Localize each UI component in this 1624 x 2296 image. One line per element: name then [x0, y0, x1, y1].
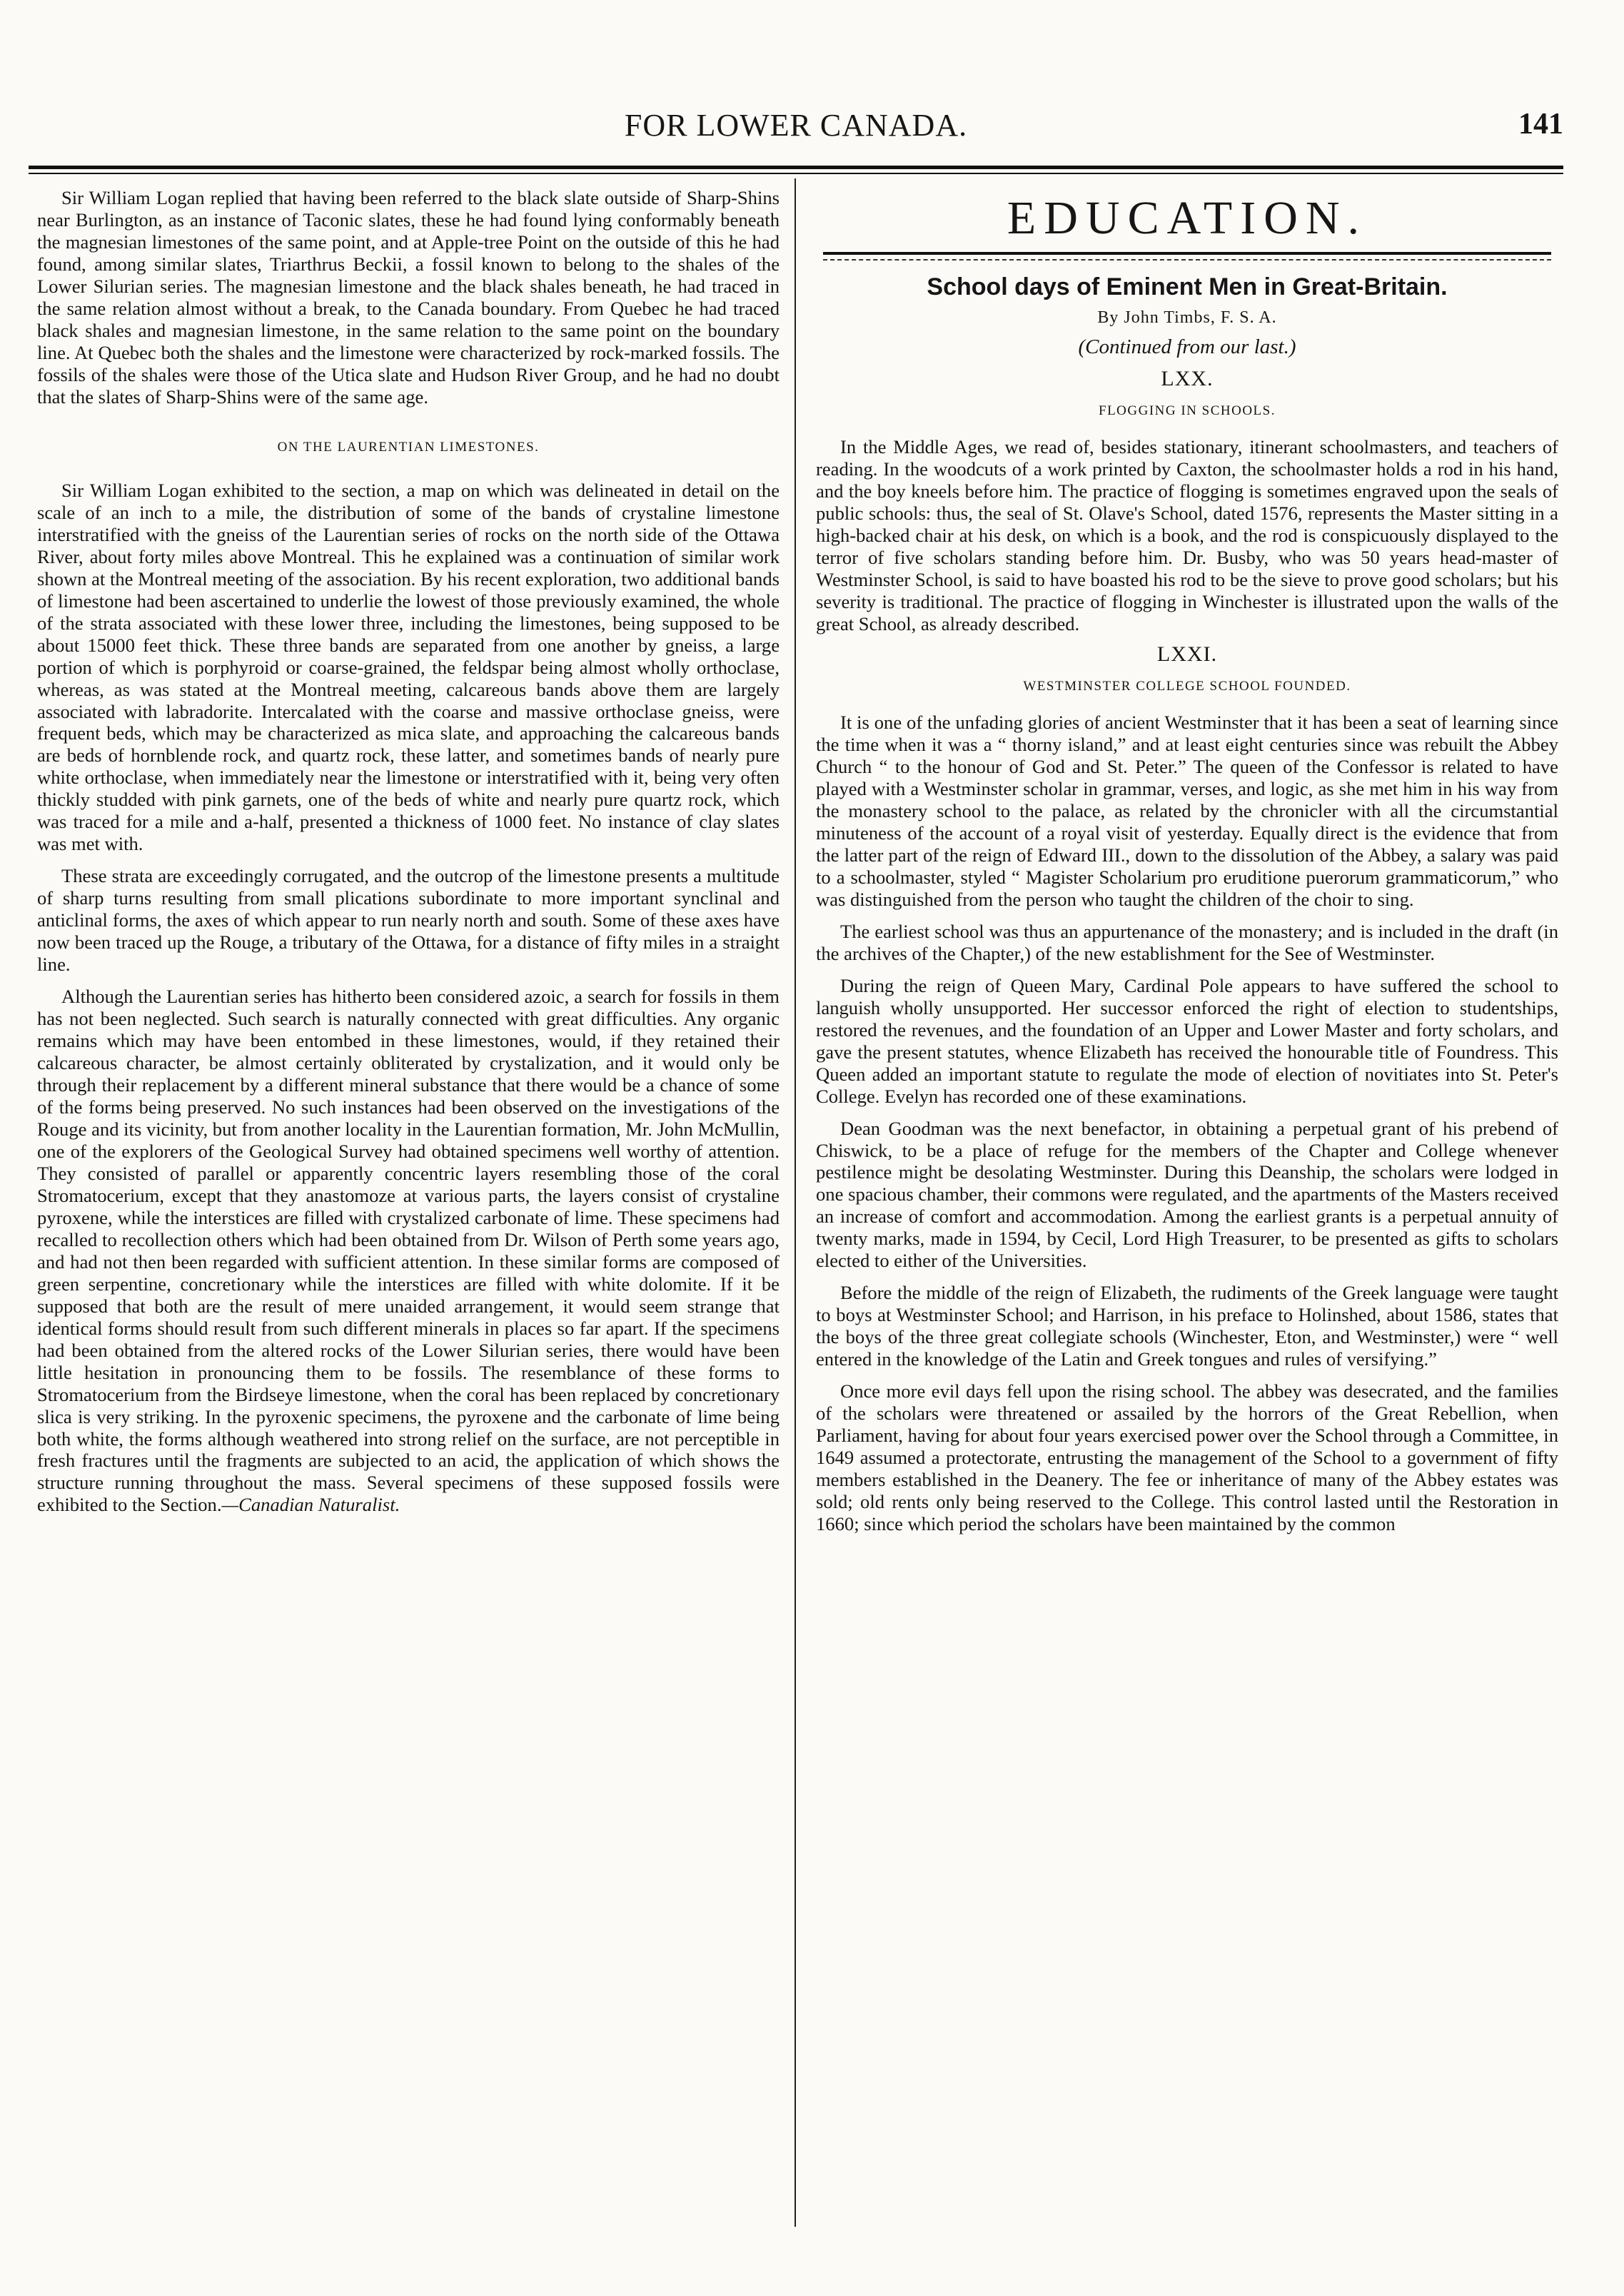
paragraph-evil-days: Once more evil days fell upon the rising school. The abbey was desecrated, and the families of the scholars were threatened or assailed by the horrors of the Great Rebellion, when Parliament, having for about four years exercised power over the School through a Committee, in 1649 assumed a protectorate, entrusting the management of the School to a government of fifty members established in the Deanery. The fee or inheritance of many of the Abbey estates was sold; old rents only being reserved to the College. This control lasted until the Restoration in 1660; since which period the scholars have been maintained by the common	[816, 1380, 1558, 1534]
continued-note: (Continued from our last.)	[1078, 335, 1296, 359]
section-title-education: EDUCATION.	[1007, 192, 1368, 244]
paragraph-westminster-glories: It is one of the unfading glories of ancient Westminster that it has been a seat of learning since the time when it was a “ thorny island,” and at least eight centuries since was rebuilt the Abbey Church “ to the honour of God and St. Peter.” The queen of the Confessor is related to have played with a Westminster scholar in grammar, verses, and logic, as she met him in his way from the monastery school to the palace, as related by the chronicler with all the circumstantial minuteness of the account of a royal visit of yesterday. Equally direct is the evidence that from the latter part of the reign of Edward III., down to the dissolution of the Abbey, a salary was paid to a schoolmaster, styled “ Magister Scholarium pro eruditione puerorum grammaticorum,” who was distinguished from the person who taught the children of the choir to sing.	[816, 712, 1558, 910]
subhead-westminster: WESTMINSTER COLLEGE SCHOOL FOUNDED.	[1023, 678, 1351, 694]
paragraph-fossil-search	[37, 986, 780, 1516]
title-rule	[823, 252, 1551, 255]
paragraph-earliest-school: The earliest school was thus an appurtenance of the monastery; and is included in the draft (in the archives of the Chapter,) of the new establishment for the See of Westminster.	[816, 920, 1558, 964]
paragraph-dean-goodman: Dean Goodman was the next benefactor, in obtaining a perpetual grant of his prebend of Chiswick, to be a place of refuge for the members of the Chapter and College whenever pestilence might be desolating Westminster. During this Deanship, the scholars were lodged in one spacious chamber, their commons were regulated, and the apartments of the Masters received an increase of comfort and accommodation. Among the earliest grants is a perpetual annuity of twenty marks, made in 1594, by Cecil, Lord High Treasurer, to be presented as gifts to scholars elected to either of the Universities.	[816, 1117, 1558, 1272]
header-rule	[29, 166, 1563, 169]
page-header	[29, 100, 1563, 150]
paragraph-strata-corrugated: These strata are exceedingly corrugated, and the outcrop of the limestone presents a multitude of sharp turns resulting from small plications subordinate to more important synclinal and anticlinal forms, the axes of which appear to run nearly north and south. Some of these axes have now been traced up the Rouge, a tributary of the Ottawa, for a distance of fifty miles in a straight line.	[37, 865, 780, 976]
left-column	[37, 187, 780, 2207]
article-title: School days of Eminent Men in Great-Britain.	[927, 273, 1448, 300]
chapter-numeral-lxx: LXX.	[1161, 367, 1214, 391]
title-rule-dashed	[823, 259, 1551, 261]
paragraph-laurentian-map: Sir William Logan exhibited to the section, a map on which was delineated in detail on the scale of an inch to a mile, the distribution of some of the bands of crystaline limestone interstratified with the gneiss of the Laurentian series of rocks on the north side of the Ottawa River, about forty miles above Montreal. This he explained was a continuation of similar work shown at the Montreal meeting of the association. By his recent exploration, two additional bands of limestone had been ascertained to underlie the lowest of those previously examined, the whole of the strata associated with these lower three, including the limestones, being supposed to be about 15000 feet thick. These three bands are separated from one another by gneiss, a large portion of which is porphyroid or coarse-grained, the feldspar being almost wholly orthoclase, whereas, as was stated at the Montreal meeting, calcareous bands above them are largely associated with labradorite. Intercalated with the coarse and massive orthoclase gneiss, were frequent beds, which may be characterized as mica slate, and approaching the calcareous bands are beds of hornblende rock, and quartz rock, these latter, and sometimes bands of nearly pure white orthoclase, when immediately near the limestone or interstratified with it, being very often thickly studded with pink garnets, one of the beds of white and nearly pure quartz rock, which was traced for a mile and a-half, presented a thickness of 1000 feet. No instance of clay slates was met with.	[37, 479, 780, 855]
source-attribution: —Canadian Naturalist.	[221, 1494, 400, 1516]
right-column	[816, 187, 1558, 2207]
paragraph-queen-mary: During the reign of Queen Mary, Cardinal Pole appears to have suffered the school to languish wholly unsupported. Her successor enforced the right of election to studentships, restored the revenues, and the foundation of an Upper and Lower Master and forty scholars, and gave the present statutes, whence Elizabeth has received the honourable title of Foundress. This Queen added an important statute to regulate the mode of election of novitiates into St. Peter's College. Evelyn has recorded one of these examinations.	[816, 974, 1558, 1107]
byline: By John Timbs, F. S. A.	[1097, 308, 1277, 328]
section-subhead-laurentian: ON THE LAURENTIAN LIMESTONES.	[277, 439, 540, 455]
subhead-flogging: FLOGGING IN SCHOOLS.	[1099, 403, 1276, 419]
paragraph-flogging: In the Middle Ages, we read of, besides stationary, itinerant schoolmasters, and teachers of reading. In the woodcuts of a work printed by Caxton, the schoolmaster holds a rod in his hand, and the boy kneels before him. The practice of flogging is sometimes engraved upon the seals of public schools: thus, the seal of St. Olave's School, dated 1576, represents the Master sitting in a high-backed chair at his desk, on which is a book, and the rod is conspicuously displayed to the terror of five scholars standing before him. Dr. Busby, who was 50 years head-master of Westminster School, is said to have boasted his rod to be the sieve to prove good scholars; but his severity is traditional. The practice of flogging in Winchester is illustrated upon the walls of the great School, as already described.	[816, 436, 1558, 635]
header-rule-thin	[29, 173, 1563, 174]
paragraph-logan-reply: Sir William Logan replied that having been referred to the black slate outside of Sharp-Shins near Burlington, as an instance of Taconic slates, these he had found lying conformably beneath the magnesian limestones of the same point, and at Apple-tree Point on the outside of this he had found, among similar slates, Triarthrus Beckii, a fossil known to belong to the shales of the Lower Silurian series. The magnesian limestone and the black shales beneath, he had traced in the same relation almost without a break, to the Canada boundary. From Quebec he had traced black shales and magnesian limestone, in the same relation to the same point on the boundary line. At Quebec both the shales and the limestone were characterized by rock-marked fossils. The fossils of the shales were those of the Utica slate and Hudson River Group, and he had no doubt that the slates of Sharp-Shins were of the same age.	[37, 187, 780, 408]
paragraph-greek-language: Before the middle of the reign of Elizabeth, the rudiments of the Greek language were taught to boys at Westminster School; and Harrison, in his preface to Holinshed, about 1586, states that the boys of the three great collegiate schools (Winchester, Eton, and Westminster,) were “ well entered in the knowledge of the Latin and Greek tongues and rules of versifying.”	[816, 1282, 1558, 1370]
page-number: 141	[1518, 108, 1563, 141]
chapter-numeral-lxxi: LXXI.	[1156, 642, 1218, 666]
running-title: FOR LOWER CANADA.	[624, 108, 968, 143]
fossil-search-text: Although the Laurentian series has hitherto been considered azoic, a search for fossils in them has not been neglected. Such search is naturally connected with great difficulties. Any organic remains which may have been entombed in these limestones, would, if they retained their calcareous character, be almost certainly obliterated by crystalization, and it would only be through their replacement by a different mineral substance that there would be a chance of some of the forms being preserved. No such instances had been observed on the investigations of the Rouge and its vicinity, but from another locality in the Laurentian formation, Mr. John McMullin, one of the explorers of the Geological Survey had obtained specimens well worthy of attention. They consisted of parallel or apparently concentric layers resembling those of the coral Stromatocerium, except that they anastomoze at various parts, the layers consist of crystaline pyroxene, while the interstices are filled with crystalized carbonate of lime. These specimens had recalled to recollection others which had been obtained from Dr. Wilson of Perth some years ago, and had not then been regarded with sufficient attention. In these similar forms are composed of green serpentine, concretionary while the interstices are filled with white dolomite. If it be supposed that both are the result of mere unaided arrangement, it would seem strange that identical forms should result from such different minerals in places so far apart. If the specimens had been obtained from the altered rocks of the Lower Silurian series, there would have been little hesitation in pronouncing them to be fossils. The resemblance of these forms to Stromatocerium from the Birdseye limestone, when the coral has been replaced by concretionary slica is very striking. In the pyroxenic specimens, the pyroxene and the carbonate of lime being both white, the forms although weathered into strong relief on the surface, are not perceptible in fresh fractures until the fragments are subjected to an acid, the application of which shows the structure running throughout the mass. Several specimens of these supposed fossils were exhibited to the Section.	[37, 986, 780, 1516]
column-divider	[795, 178, 796, 2227]
